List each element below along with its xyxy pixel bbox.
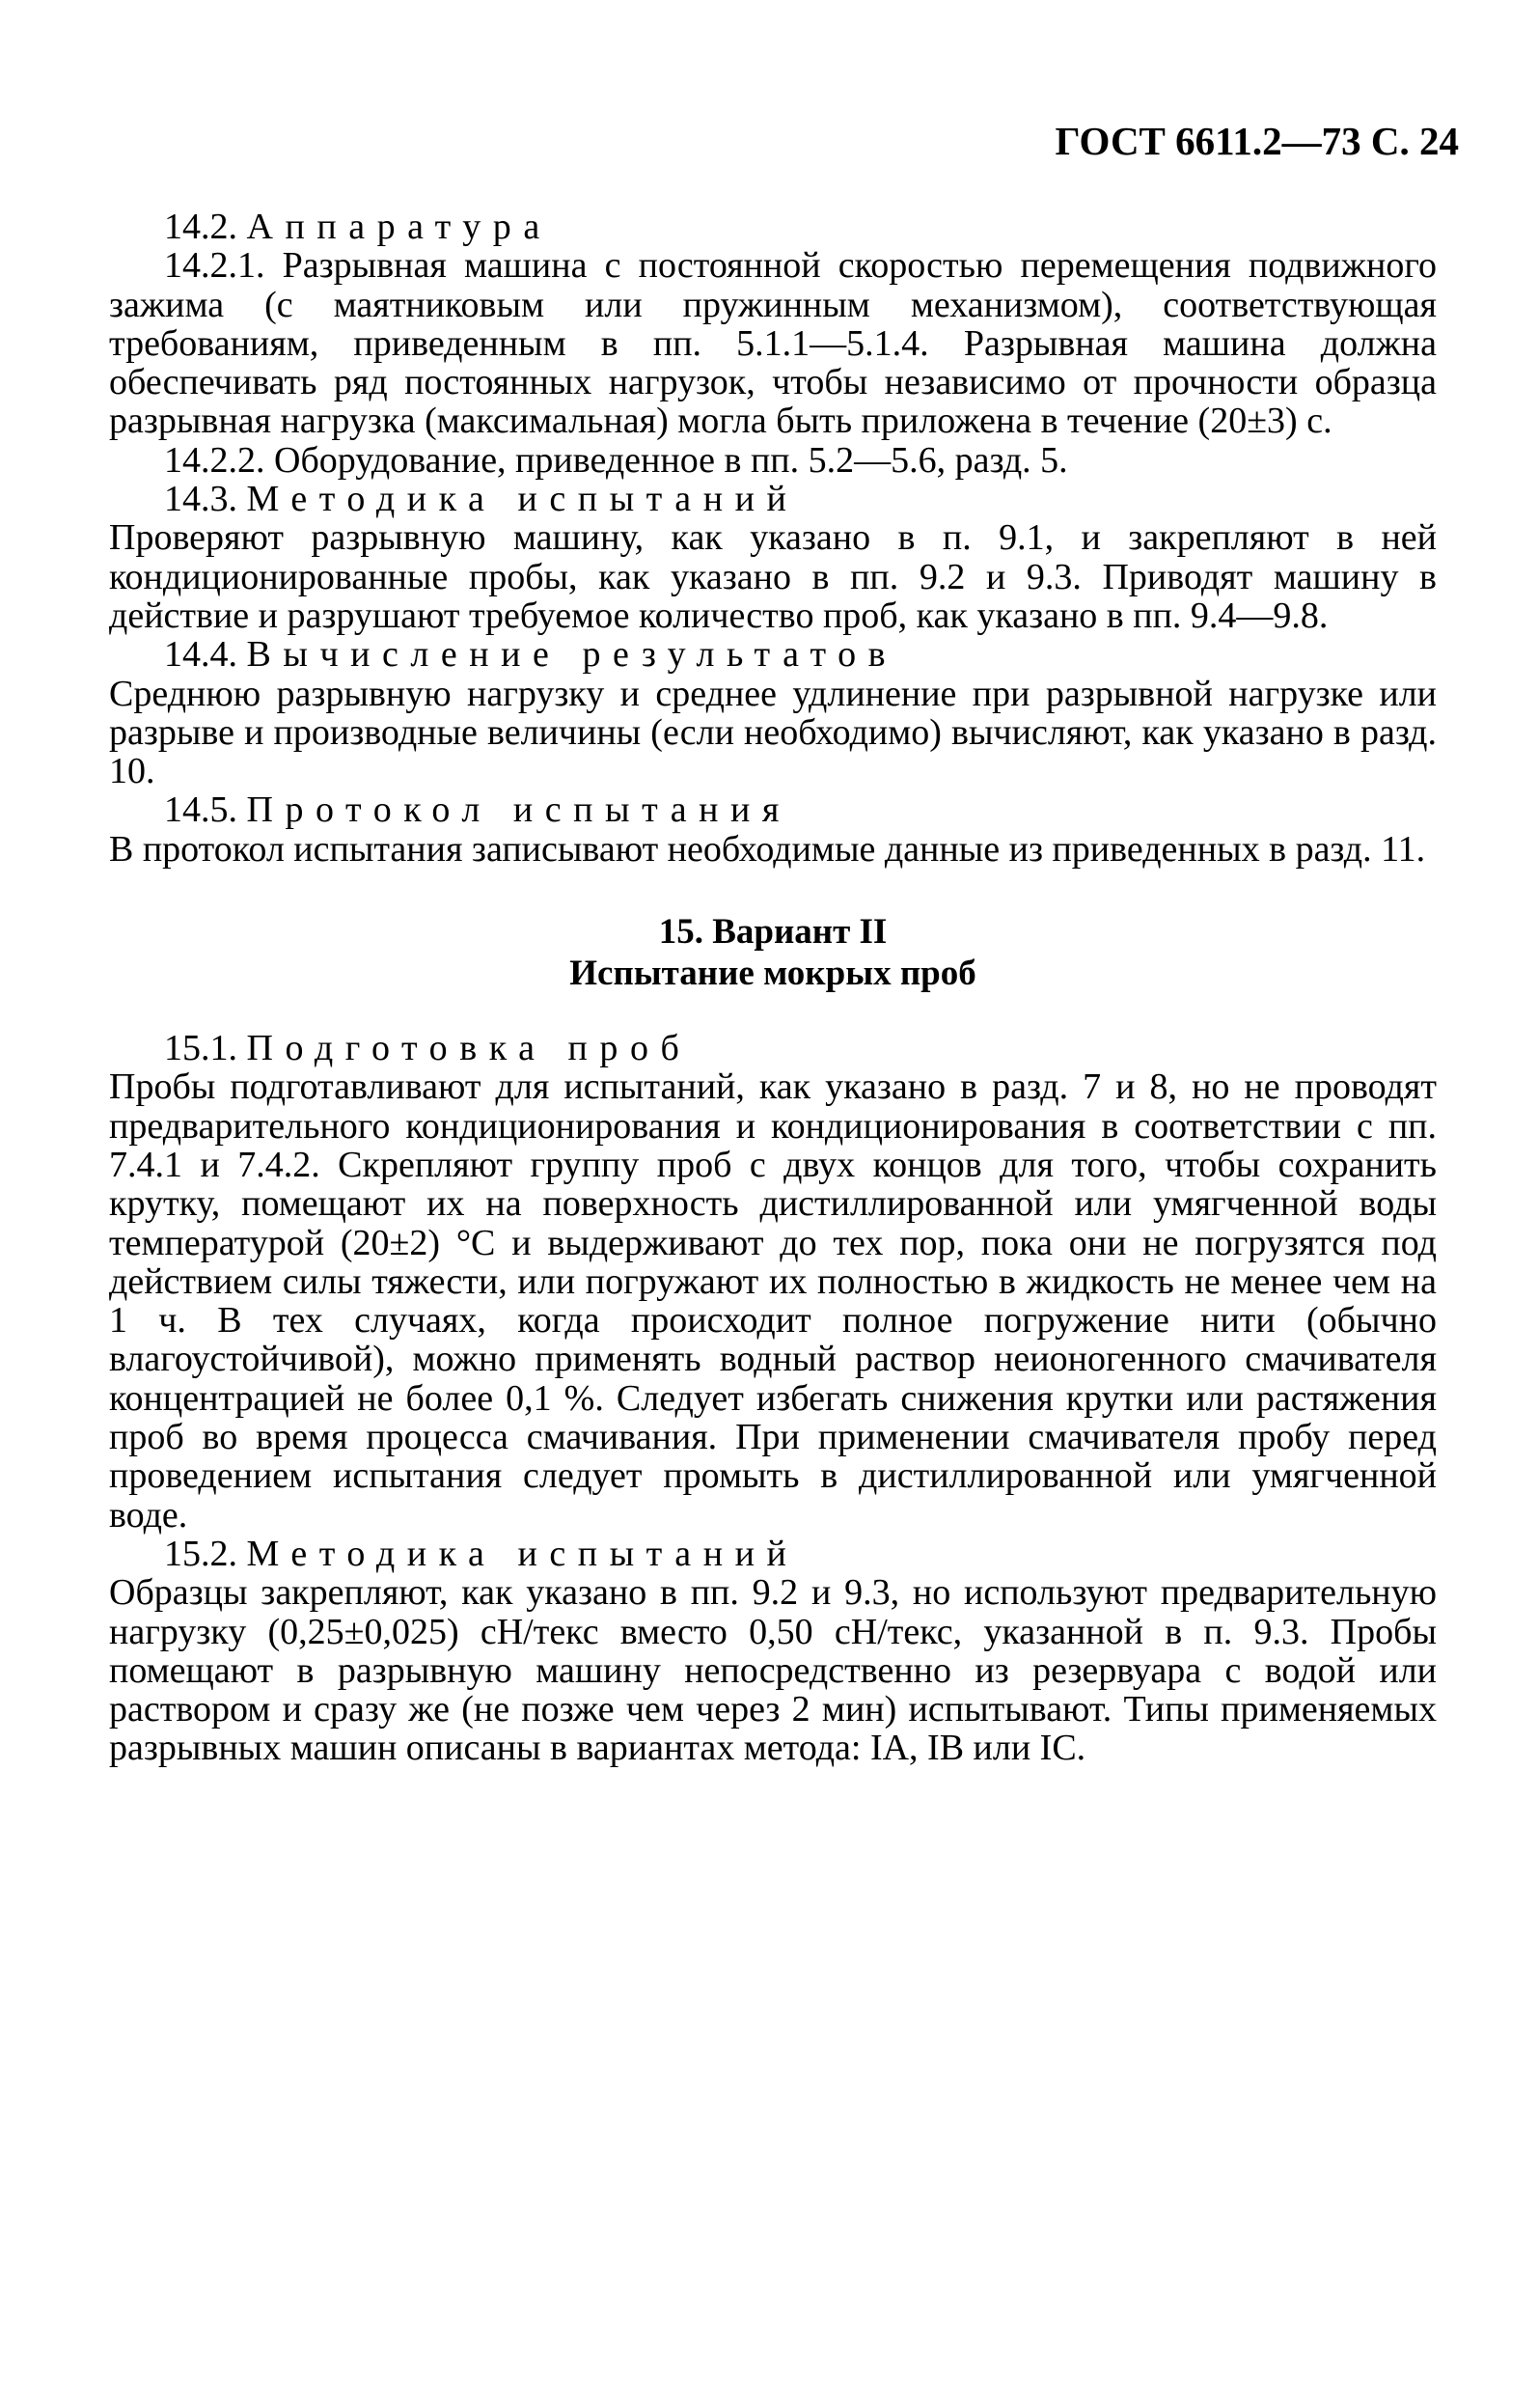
- section-heading-15-2: [109, 1535, 1437, 1573]
- section-title: Вычисление результатов: [246, 634, 898, 676]
- paragraph-15-1: Пробы подготавливают для испытаний, как указано в разд. 7 и 8, но не проводят предварительного кондиционирования и кондиционирования в соответствии с пп. 7.4.1 и 7.4.2. Скрепляют группу проб с двух концов для того, чтобы сохранить крутку, помещают их на поверхность дистиллированной или умягченной воды температурой (20±2) °С и выдерживают до тех пор, пока они не погрузятся под действием силы тяжести, или погружают их полностью в жидкость не менее чем на 1 ч. В тех случаях, когда происходит полное погружение нити (обычно влагоустойчивой), можно применять водный раствор неионогенного смачивателя концентрацией не более 0,1 %. Следует избегать снижения крутки или растяжения проб во время процесса смачивания. При применении смачивателя пробу перед проведением испытания следует промыть в дистиллированной или умягченной воде.: [109, 1066, 1437, 1536]
- section-heading-14-4: [109, 635, 1437, 674]
- paragraph-14-2-2: 14.2.2. Оборудование, приведенное в пп. 5.2—5.6, разд. 5.: [164, 439, 1068, 481]
- section-number: 14.4.: [164, 634, 237, 676]
- section-number: 14.5.: [164, 789, 237, 831]
- section-title: Методика испытаний: [246, 1533, 799, 1574]
- paragraph-14-5: В протокол испытания записывают необходимые данные из приведенных в разд. 11.: [109, 828, 1426, 870]
- section-title: Протокол испытания: [246, 789, 791, 831]
- section-number: 14.2.: [164, 207, 237, 247]
- section-number: 14.3.: [164, 479, 237, 520]
- section-15-heading: [109, 911, 1437, 994]
- section-heading-14-2: [109, 208, 1437, 246]
- section-title: Подготовка проб: [246, 1028, 692, 1069]
- section-number: 15.2.: [164, 1533, 237, 1574]
- section-15-subtitle: Испытание мокрых проб: [569, 954, 976, 994]
- section-heading-14-3: [109, 480, 1437, 518]
- paragraph-14-2-1: 14.2.1. Разрывная машина с постоянной скоростью перемещения подвижного зажима (с маятниковым или пружинным механизмом), соответствующая требованиям, приведенным в пп. 5.1.1—5.1.4. Разрывная машина должна обеспечивать ряд постоянных нагрузок, чтобы независимо от прочности образца разрывная нагрузка (максимальная) могла быть приложена в течение (20±3) с.: [109, 245, 1437, 442]
- section-title: Аппаратура: [246, 207, 552, 247]
- section-title: Методика испытаний: [246, 479, 799, 520]
- paragraph-14-4: Среднюю разрывную нагрузку и среднее удлинение при разрывной нагрузке или разрыве и производные величины (если необходимо) вычисляют, как указано в разд. 10.: [109, 673, 1437, 792]
- paragraph-15-2: Образцы закрепляют, как указано в пп. 9.2 и 9.3, но используют предварительную нагрузку (0,25±0,025) сН/текс вместо 0,50 сН/текс, указанной в п. 9.3. Пробы помещают в разрывную машину непосредственно из резервуара с водой или раствором и сразу же (не позже чем через 2 мин) испытывают. Типы применяемых разрывных машин описаны в вариантах метода: IA, IB или IC.: [109, 1572, 1437, 1769]
- document-body: [109, 208, 1437, 1768]
- section-heading-14-5: [109, 790, 1437, 829]
- page-header: ГОСТ 6611.2—73 С. 24: [1055, 119, 1459, 163]
- section-number: 15.1.: [164, 1028, 237, 1069]
- paragraph-14-3: Проверяют разрывную машину, как указано в п. 9.1, и закрепляют в ней кондиционированные пробы, как указано в пп. 9.2 и 9.3. Приводят машину в действие и разрушают требуемое количество проб, как указано в пп. 9.4—9.8.: [109, 517, 1437, 636]
- section-heading-15-1: [109, 1029, 1437, 1067]
- section-15-title: 15. Вариант II: [658, 912, 888, 953]
